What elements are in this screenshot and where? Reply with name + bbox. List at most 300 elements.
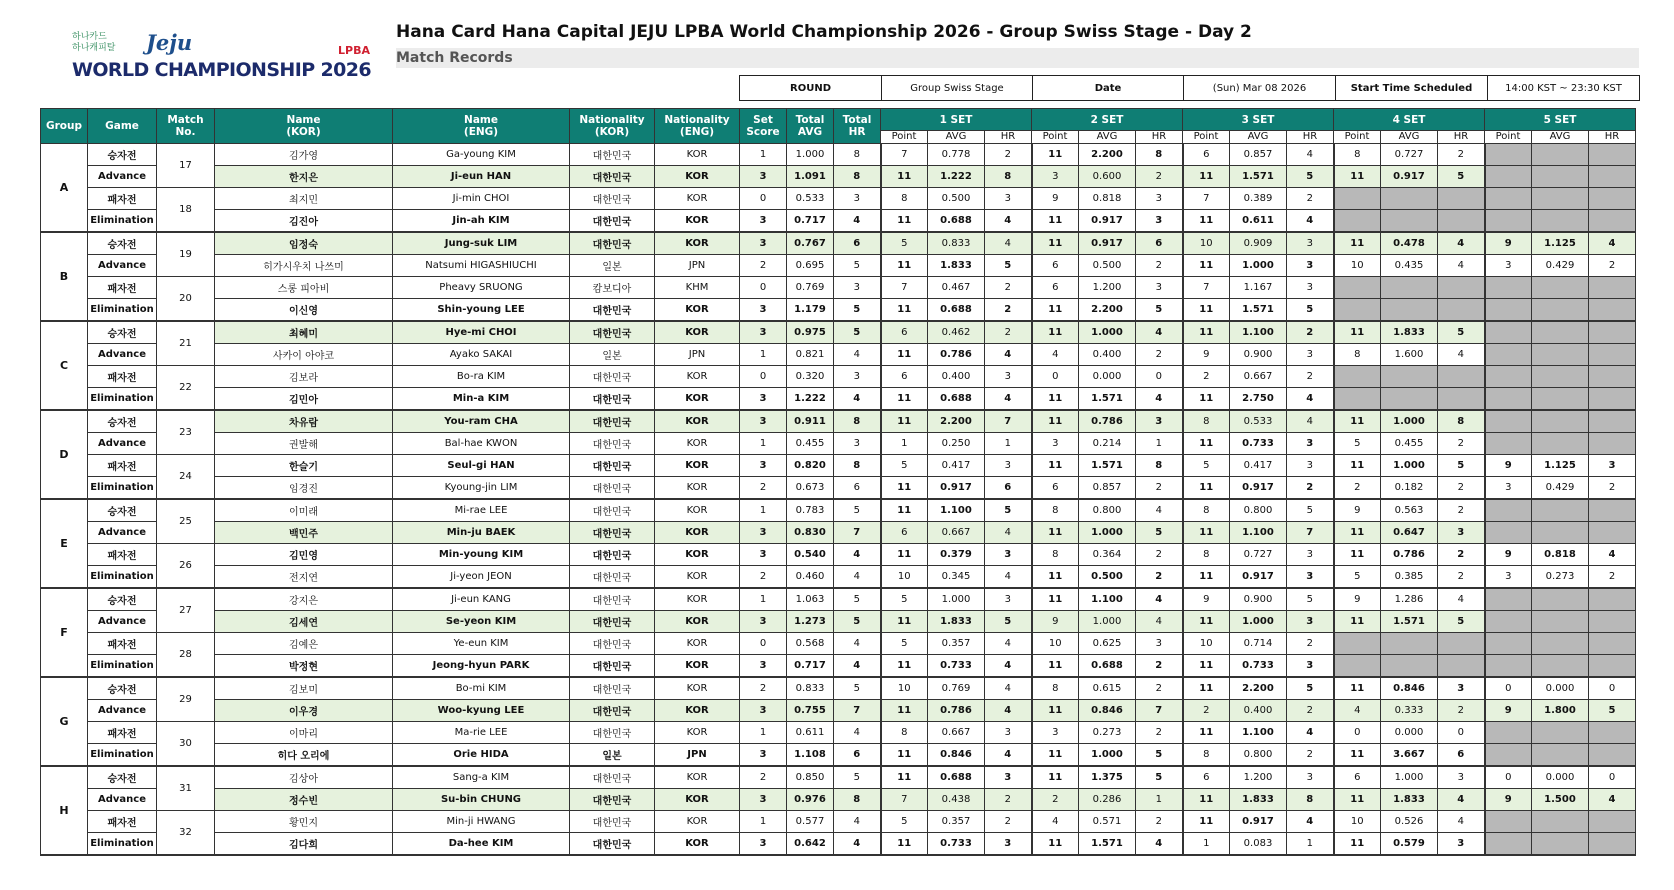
player-name-eng: Min-ji HWANG bbox=[393, 811, 570, 833]
set-4-point: 11 bbox=[1334, 833, 1381, 856]
set-score: 3 bbox=[740, 522, 787, 544]
set-2-point: 6 bbox=[1032, 477, 1079, 500]
set-3-hr: 3 bbox=[1287, 277, 1334, 299]
nationality-eng: KOR bbox=[655, 166, 740, 188]
table-row bbox=[41, 588, 1636, 611]
set-4-avg: 0.846 bbox=[1381, 677, 1438, 700]
set-score: 2 bbox=[740, 477, 787, 500]
set-3-hr: 5 bbox=[1287, 588, 1334, 611]
empty-set-cell bbox=[1589, 277, 1636, 299]
game-label: Elimination bbox=[88, 388, 157, 411]
empty-set-cell bbox=[1532, 611, 1589, 633]
player-name-eng: Ga-young KIM bbox=[393, 144, 570, 166]
empty-set-cell bbox=[1381, 655, 1438, 678]
match-number: 22 bbox=[157, 366, 215, 411]
sponsor-logo-text bbox=[72, 32, 115, 54]
player-name-kor: 김보라 bbox=[215, 366, 393, 388]
set-2-point: 11 bbox=[1032, 410, 1079, 433]
total-hr: 4 bbox=[834, 344, 881, 366]
set-score: 1 bbox=[740, 588, 787, 611]
set-4-hr: 4 bbox=[1438, 344, 1485, 366]
set-1-point: 11 bbox=[881, 544, 928, 566]
nationality-kor: 대한민국 bbox=[570, 455, 655, 477]
set-5-avg: 1.800 bbox=[1532, 700, 1589, 722]
set-1-avg: 0.917 bbox=[928, 477, 985, 500]
set-3-avg: 2.200 bbox=[1230, 677, 1287, 700]
empty-set-cell bbox=[1532, 655, 1589, 678]
set-1-hr: 3 bbox=[985, 766, 1032, 789]
set-5-avg: 1.125 bbox=[1532, 232, 1589, 255]
set-4-hr: 3 bbox=[1438, 833, 1485, 856]
header-set-3-hr: HR bbox=[1287, 131, 1334, 144]
set-1-point: 11 bbox=[881, 611, 928, 633]
player-name-eng: Ye-eun KIM bbox=[393, 633, 570, 655]
set-2-point: 0 bbox=[1032, 366, 1079, 388]
player-name-kor: 이우경 bbox=[215, 700, 393, 722]
set-2-point: 9 bbox=[1032, 611, 1079, 633]
game-label: Elimination bbox=[88, 477, 157, 500]
empty-set-cell bbox=[1485, 633, 1532, 655]
player-name-kor: 김보미 bbox=[215, 677, 393, 700]
set-3-avg: 1.000 bbox=[1230, 255, 1287, 277]
set-2-hr: 2 bbox=[1136, 655, 1183, 678]
empty-set-cell bbox=[1485, 499, 1532, 522]
player-name-kor: 김진아 bbox=[215, 210, 393, 233]
set-2-point: 3 bbox=[1032, 433, 1079, 455]
set-1-point: 11 bbox=[881, 655, 928, 678]
set-4-hr: 2 bbox=[1438, 477, 1485, 500]
empty-set-cell bbox=[1438, 277, 1485, 299]
set-3-hr: 2 bbox=[1287, 477, 1334, 500]
set-score: 1 bbox=[740, 433, 787, 455]
header-set-1: 1 SET bbox=[881, 109, 1032, 131]
set-3-avg: 1.000 bbox=[1230, 611, 1287, 633]
set-4-point: 5 bbox=[1334, 433, 1381, 455]
set-4-hr: 2 bbox=[1438, 566, 1485, 589]
player-name-eng: Bo-ra KIM bbox=[393, 366, 570, 388]
nationality-eng: KOR bbox=[655, 433, 740, 455]
player-name-eng: Pheavy SRUONG bbox=[393, 277, 570, 299]
set-score: 2 bbox=[740, 677, 787, 700]
total-hr: 3 bbox=[834, 188, 881, 210]
total-avg: 0.821 bbox=[787, 344, 834, 366]
match-number: 24 bbox=[157, 455, 215, 500]
total-avg: 0.455 bbox=[787, 433, 834, 455]
table-row bbox=[41, 144, 1636, 166]
nationality-eng: KOR bbox=[655, 766, 740, 789]
set-4-point: 10 bbox=[1334, 255, 1381, 277]
set-3-hr: 4 bbox=[1287, 811, 1334, 833]
game-label: Advance bbox=[88, 166, 157, 188]
set-1-point: 5 bbox=[881, 588, 928, 611]
set-4-avg: 1.600 bbox=[1381, 344, 1438, 366]
set-2-point: 4 bbox=[1032, 811, 1079, 833]
empty-set-cell bbox=[1334, 366, 1381, 388]
set-2-hr: 3 bbox=[1136, 210, 1183, 233]
page-title: Hana Card Hana Capital JEJU LPBA World Championship 2026 - Group Swiss Stage - Day 2 bbox=[396, 22, 1252, 42]
total-avg: 1.000 bbox=[787, 144, 834, 166]
set-2-point: 11 bbox=[1032, 566, 1079, 589]
set-4-point: 11 bbox=[1334, 744, 1381, 767]
group-label: A bbox=[41, 144, 88, 233]
set-4-point: 11 bbox=[1334, 166, 1381, 188]
set-2-avg: 0.364 bbox=[1079, 544, 1136, 566]
set-3-point: 11 bbox=[1183, 611, 1230, 633]
set-2-avg: 0.917 bbox=[1079, 210, 1136, 233]
empty-set-cell bbox=[1485, 833, 1532, 856]
set-1-hr: 2 bbox=[985, 789, 1032, 811]
game-label: Elimination bbox=[88, 655, 157, 678]
total-hr: 4 bbox=[834, 388, 881, 411]
set-3-hr: 5 bbox=[1287, 299, 1334, 322]
set-2-point: 11 bbox=[1032, 833, 1079, 856]
game-label: 패자전 bbox=[88, 188, 157, 210]
set-score: 0 bbox=[740, 633, 787, 655]
header-set-5-hr: HR bbox=[1589, 131, 1636, 144]
set-1-hr: 4 bbox=[985, 522, 1032, 544]
set-1-hr: 4 bbox=[985, 566, 1032, 589]
set-1-avg: 0.778 bbox=[928, 144, 985, 166]
table-row bbox=[41, 655, 1636, 678]
nationality-kor: 대한민국 bbox=[570, 388, 655, 411]
set-1-avg: 0.846 bbox=[928, 744, 985, 767]
empty-set-cell bbox=[1532, 433, 1589, 455]
set-1-point: 6 bbox=[881, 522, 928, 544]
match-number: 26 bbox=[157, 544, 215, 589]
game-label: 패자전 bbox=[88, 544, 157, 566]
set-1-point: 7 bbox=[881, 144, 928, 166]
set-2-avg: 0.688 bbox=[1079, 655, 1136, 678]
table-row bbox=[41, 522, 1636, 544]
set-3-avg: 1.167 bbox=[1230, 277, 1287, 299]
set-2-hr: 8 bbox=[1136, 455, 1183, 477]
empty-set-cell bbox=[1485, 655, 1532, 678]
set-1-hr: 4 bbox=[985, 677, 1032, 700]
set-1-avg: 0.400 bbox=[928, 366, 985, 388]
total-hr: 4 bbox=[834, 811, 881, 833]
lpba-logo: LPBA bbox=[338, 44, 370, 57]
total-hr: 7 bbox=[834, 522, 881, 544]
group-label: F bbox=[41, 588, 88, 677]
page-subtitle: Match Records bbox=[396, 48, 1639, 68]
set-score: 1 bbox=[740, 811, 787, 833]
set-1-point: 11 bbox=[881, 833, 928, 856]
set-1-hr: 8 bbox=[985, 166, 1032, 188]
set-1-hr: 2 bbox=[985, 811, 1032, 833]
set-2-avg: 0.600 bbox=[1079, 166, 1136, 188]
header-set-2: 2 SET bbox=[1032, 109, 1183, 131]
set-5-avg: 1.125 bbox=[1532, 455, 1589, 477]
set-3-point: 11 bbox=[1183, 811, 1230, 833]
set-5-hr: 4 bbox=[1589, 232, 1636, 255]
game-label: 승자전 bbox=[88, 410, 157, 433]
nationality-kor: 대한민국 bbox=[570, 700, 655, 722]
set-3-hr: 4 bbox=[1287, 410, 1334, 433]
nationality-kor: 대한민국 bbox=[570, 566, 655, 589]
set-2-hr: 3 bbox=[1136, 277, 1183, 299]
total-avg: 0.755 bbox=[787, 700, 834, 722]
total-avg: 1.179 bbox=[787, 299, 834, 322]
table-row bbox=[41, 344, 1636, 366]
table-row bbox=[41, 410, 1636, 433]
player-name-kor: 사카이 아야코 bbox=[215, 344, 393, 366]
set-4-avg: 3.667 bbox=[1381, 744, 1438, 767]
set-score: 3 bbox=[740, 299, 787, 322]
set-3-hr: 3 bbox=[1287, 433, 1334, 455]
set-2-point: 11 bbox=[1032, 766, 1079, 789]
empty-set-cell bbox=[1532, 188, 1589, 210]
set-2-point: 6 bbox=[1032, 255, 1079, 277]
empty-set-cell bbox=[1532, 321, 1589, 344]
total-hr: 4 bbox=[834, 566, 881, 589]
set-1-hr: 3 bbox=[985, 366, 1032, 388]
empty-set-cell bbox=[1485, 277, 1532, 299]
set-2-hr: 4 bbox=[1136, 611, 1183, 633]
set-1-point: 11 bbox=[881, 766, 928, 789]
set-2-avg: 0.214 bbox=[1079, 433, 1136, 455]
empty-set-cell bbox=[1532, 366, 1589, 388]
player-name-eng: Ji-eun HAN bbox=[393, 166, 570, 188]
set-2-avg: 1.000 bbox=[1079, 522, 1136, 544]
header-set-3: 3 SET bbox=[1183, 109, 1334, 131]
player-name-kor: 히가시우치 나쓰미 bbox=[215, 255, 393, 277]
header-group: Group bbox=[41, 109, 88, 144]
set-score: 3 bbox=[740, 833, 787, 856]
table-row bbox=[41, 477, 1636, 500]
set-2-avg: 0.800 bbox=[1079, 499, 1136, 522]
total-avg: 0.533 bbox=[787, 188, 834, 210]
total-hr: 5 bbox=[834, 299, 881, 322]
nationality-kor: 대한민국 bbox=[570, 232, 655, 255]
set-3-point: 11 bbox=[1183, 477, 1230, 500]
game-label: Elimination bbox=[88, 566, 157, 589]
set-score: 1 bbox=[740, 144, 787, 166]
empty-set-cell bbox=[1334, 210, 1381, 233]
start-time-label: Start Time Scheduled bbox=[1336, 76, 1488, 101]
set-2-point: 8 bbox=[1032, 499, 1079, 522]
player-name-eng: Min-ju BAEK bbox=[393, 522, 570, 544]
player-name-eng: Bal-hae KWON bbox=[393, 433, 570, 455]
set-4-avg: 0.455 bbox=[1381, 433, 1438, 455]
empty-set-cell bbox=[1532, 344, 1589, 366]
set-3-point: 8 bbox=[1183, 410, 1230, 433]
set-3-hr: 3 bbox=[1287, 655, 1334, 678]
total-hr: 3 bbox=[834, 277, 881, 299]
set-1-avg: 1.833 bbox=[928, 611, 985, 633]
set-score: 1 bbox=[740, 722, 787, 744]
empty-set-cell bbox=[1589, 410, 1636, 433]
set-2-avg: 0.500 bbox=[1079, 255, 1136, 277]
game-label: 승자전 bbox=[88, 677, 157, 700]
set-3-point: 2 bbox=[1183, 366, 1230, 388]
empty-set-cell bbox=[1532, 633, 1589, 655]
set-1-avg: 0.345 bbox=[928, 566, 985, 589]
set-5-point: 3 bbox=[1485, 255, 1532, 277]
game-label: 승자전 bbox=[88, 766, 157, 789]
set-2-avg: 2.200 bbox=[1079, 144, 1136, 166]
empty-set-cell bbox=[1485, 344, 1532, 366]
set-5-point: 9 bbox=[1485, 700, 1532, 722]
set-1-point: 8 bbox=[881, 722, 928, 744]
set-2-point: 11 bbox=[1032, 388, 1079, 411]
set-4-avg: 0.435 bbox=[1381, 255, 1438, 277]
set-score: 2 bbox=[740, 255, 787, 277]
header-set-2-avg: AVG bbox=[1079, 131, 1136, 144]
nationality-eng: KOR bbox=[655, 677, 740, 700]
set-2-point: 11 bbox=[1032, 744, 1079, 767]
set-2-avg: 0.500 bbox=[1079, 566, 1136, 589]
nationality-eng: KOR bbox=[655, 499, 740, 522]
player-name-eng: Min-a KIM bbox=[393, 388, 570, 411]
header-total-hr: Total HR bbox=[834, 109, 881, 144]
set-4-avg: 0.917 bbox=[1381, 166, 1438, 188]
set-3-avg: 1.833 bbox=[1230, 789, 1287, 811]
set-2-hr: 4 bbox=[1136, 588, 1183, 611]
set-3-avg: 0.733 bbox=[1230, 655, 1287, 678]
set-2-point: 8 bbox=[1032, 544, 1079, 566]
set-score: 2 bbox=[740, 766, 787, 789]
set-3-point: 11 bbox=[1183, 566, 1230, 589]
empty-set-cell bbox=[1532, 811, 1589, 833]
set-3-hr: 2 bbox=[1287, 633, 1334, 655]
set-4-hr: 8 bbox=[1438, 410, 1485, 433]
empty-set-cell bbox=[1381, 210, 1438, 233]
set-2-hr: 2 bbox=[1136, 677, 1183, 700]
nationality-eng: KOR bbox=[655, 388, 740, 411]
game-label: 승자전 bbox=[88, 144, 157, 166]
set-2-hr: 7 bbox=[1136, 700, 1183, 722]
set-score: 3 bbox=[740, 388, 787, 411]
player-name-eng: Natsumi HIGASHIUCHI bbox=[393, 255, 570, 277]
set-3-point: 11 bbox=[1183, 722, 1230, 744]
header-set-score: Set Score bbox=[740, 109, 787, 144]
set-score: 3 bbox=[740, 700, 787, 722]
set-3-hr: 2 bbox=[1287, 321, 1334, 344]
nationality-eng: KOR bbox=[655, 321, 740, 344]
set-1-point: 10 bbox=[881, 566, 928, 589]
total-hr: 5 bbox=[834, 321, 881, 344]
empty-set-cell bbox=[1589, 188, 1636, 210]
table-row bbox=[41, 499, 1636, 522]
set-3-point: 11 bbox=[1183, 321, 1230, 344]
set-4-avg: 1.571 bbox=[1381, 611, 1438, 633]
nationality-kor: 대한민국 bbox=[570, 366, 655, 388]
empty-set-cell bbox=[1485, 299, 1532, 322]
set-5-hr: 0 bbox=[1589, 677, 1636, 700]
set-1-point: 5 bbox=[881, 232, 928, 255]
total-hr: 5 bbox=[834, 677, 881, 700]
set-2-hr: 2 bbox=[1136, 566, 1183, 589]
total-avg: 0.673 bbox=[787, 477, 834, 500]
empty-set-cell bbox=[1438, 388, 1485, 411]
nationality-kor: 대한민국 bbox=[570, 166, 655, 188]
set-4-avg: 0.333 bbox=[1381, 700, 1438, 722]
set-4-avg: 0.478 bbox=[1381, 232, 1438, 255]
game-label: 승자전 bbox=[88, 499, 157, 522]
total-avg: 0.783 bbox=[787, 499, 834, 522]
nationality-kor: 대한민국 bbox=[570, 410, 655, 433]
nationality-eng: KOR bbox=[655, 366, 740, 388]
player-name-kor: 김예은 bbox=[215, 633, 393, 655]
player-name-kor: 임정숙 bbox=[215, 232, 393, 255]
set-score: 1 bbox=[740, 344, 787, 366]
table-row bbox=[41, 455, 1636, 477]
set-3-hr: 2 bbox=[1287, 744, 1334, 767]
game-label: 패자전 bbox=[88, 633, 157, 655]
set-score: 3 bbox=[740, 210, 787, 233]
header-set-3-point: Point bbox=[1183, 131, 1230, 144]
empty-set-cell bbox=[1381, 388, 1438, 411]
set-1-point: 10 bbox=[881, 677, 928, 700]
game-label: 패자전 bbox=[88, 811, 157, 833]
empty-set-cell bbox=[1381, 188, 1438, 210]
set-3-point: 8 bbox=[1183, 544, 1230, 566]
nationality-kor: 대한민국 bbox=[570, 833, 655, 856]
total-avg: 0.833 bbox=[787, 677, 834, 700]
nationality-eng: KOR bbox=[655, 700, 740, 722]
set-1-avg: 0.688 bbox=[928, 766, 985, 789]
nationality-eng: KOR bbox=[655, 455, 740, 477]
total-hr: 4 bbox=[834, 833, 881, 856]
nationality-eng: KOR bbox=[655, 633, 740, 655]
total-hr: 6 bbox=[834, 744, 881, 767]
world-championship-logo: WORLD CHAMPIONSHIP 2026 bbox=[72, 59, 372, 81]
set-score: 0 bbox=[740, 277, 787, 299]
total-avg: 1.063 bbox=[787, 588, 834, 611]
nationality-eng: KHM bbox=[655, 277, 740, 299]
set-1-avg: 0.733 bbox=[928, 833, 985, 856]
set-3-avg: 0.917 bbox=[1230, 566, 1287, 589]
player-name-kor: 이마리 bbox=[215, 722, 393, 744]
set-1-point: 8 bbox=[881, 188, 928, 210]
set-2-avg: 1.000 bbox=[1079, 744, 1136, 767]
header-name-kor: Name (KOR) bbox=[215, 109, 393, 144]
set-3-hr: 5 bbox=[1287, 677, 1334, 700]
set-1-avg: 0.688 bbox=[928, 388, 985, 411]
set-3-avg: 1.200 bbox=[1230, 766, 1287, 789]
set-4-avg: 0.526 bbox=[1381, 811, 1438, 833]
set-2-avg: 1.571 bbox=[1079, 455, 1136, 477]
player-name-kor: 최지민 bbox=[215, 188, 393, 210]
set-3-avg: 1.571 bbox=[1230, 299, 1287, 322]
set-3-point: 11 bbox=[1183, 789, 1230, 811]
set-3-point: 2 bbox=[1183, 700, 1230, 722]
empty-set-cell bbox=[1532, 833, 1589, 856]
set-3-point: 11 bbox=[1183, 299, 1230, 322]
set-1-avg: 1.000 bbox=[928, 588, 985, 611]
player-name-kor: 김민영 bbox=[215, 544, 393, 566]
set-5-hr: 0 bbox=[1589, 766, 1636, 789]
set-3-avg: 0.900 bbox=[1230, 588, 1287, 611]
total-avg: 0.717 bbox=[787, 210, 834, 233]
player-name-kor: 김다희 bbox=[215, 833, 393, 856]
header-game: Game bbox=[88, 109, 157, 144]
set-3-hr: 5 bbox=[1287, 166, 1334, 188]
empty-set-cell bbox=[1334, 388, 1381, 411]
set-1-hr: 7 bbox=[985, 410, 1032, 433]
set-5-point: 0 bbox=[1485, 677, 1532, 700]
set-2-hr: 2 bbox=[1136, 166, 1183, 188]
player-name-kor: 이미래 bbox=[215, 499, 393, 522]
set-3-point: 8 bbox=[1183, 499, 1230, 522]
table-row bbox=[41, 366, 1636, 388]
set-3-hr: 3 bbox=[1287, 232, 1334, 255]
empty-set-cell bbox=[1485, 611, 1532, 633]
set-3-avg: 0.714 bbox=[1230, 633, 1287, 655]
set-2-point: 8 bbox=[1032, 677, 1079, 700]
set-2-hr: 4 bbox=[1136, 833, 1183, 856]
nationality-kor: 대한민국 bbox=[570, 588, 655, 611]
